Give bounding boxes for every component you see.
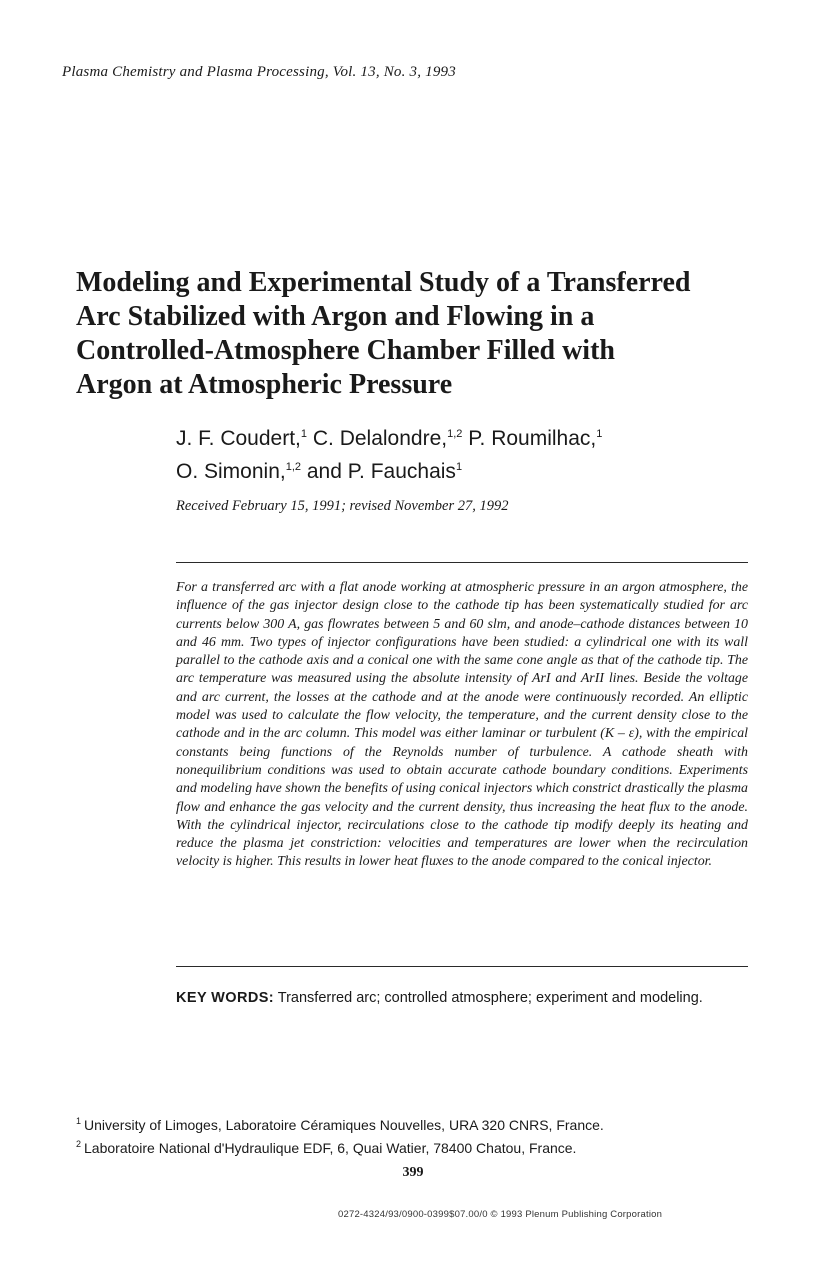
footnote xyxy=(76,1138,776,1161)
title-line: Arc Stabilized with Argon and Flowing in a xyxy=(76,301,595,332)
author-name: O. Simonin, xyxy=(176,460,286,483)
keywords xyxy=(176,988,748,1009)
keywords-text: Transferred arc; controlled atmosphere; experiment and modeling. xyxy=(277,990,703,1006)
footnote-text: Laboratoire National d'Hydraulique EDF, 6, Quai Watier, 78400 Chatou, France. xyxy=(84,1140,577,1156)
affiliation-mark: 1,2 xyxy=(285,461,302,473)
footnote xyxy=(76,1115,776,1138)
author-name: P. Fauchais xyxy=(347,460,456,483)
author-line xyxy=(176,424,776,457)
title-line: Modeling and Experimental Study of a Transferred xyxy=(76,267,691,298)
paper-title xyxy=(76,266,766,402)
received-date: Received February 15, 1991; revised November 27, 1992 xyxy=(176,498,509,514)
author-name: P. Roumilhac, xyxy=(468,427,597,450)
footnotes xyxy=(76,1115,776,1161)
title-line: Argon at Atmospheric Pressure xyxy=(76,369,453,400)
journal-header: Plasma Chemistry and Plasma Processing, Vol. 13, No. 3, 1993 xyxy=(62,64,456,80)
abstract-text: For a transferred arc with a flat anode working at atmospheric pressure in an argon atmosphere, the influence of the gas injector design close to the cathode tip has been systematically studied for arc currents below 300 A, gas flowrates between 5 and 60 slm, and anode–cathode distances between 10 and 46 mm. Two types of injector configurations have been studied: a cylindrical one with its wall parallel to the cathode axis and a conical one with the same cone angle as that of the cathode tip. The arc temperature was measured using the absolute intensity of ArI and ArII lines. Beside the voltage and arc current, the losses at the cathode and at the anode were continuously recorded. An elliptic model was used to calculate the flow velocity, the temperature, and the current density close to the cathode and in the arc column. This model was either laminar or turbulent (K – ε), with the empirical constants being functions of the Reynolds number of turbulence. A cathode sheath with nonequilibrium conditions was used to obtain accurate cathode boundary conditions. Experiments and modeling have shown the benefits of using conical injectors which constrict drastically the plasma flow and enhance the gas velocity and the current density, thus increasing the heat flux to the anode. With the cylindrical injector, recirculations close to the cathode tip modify deeply its heating and reduce the plasma jet constriction: velocities and temperatures are lower when the recirculation velocity is higher. This results in lower heat fluxes to the anode compared to the conical injector. xyxy=(176,580,748,870)
author-name: J. F. Coudert, xyxy=(176,427,301,450)
author-name: C. Delalondre, xyxy=(312,427,448,450)
footnote-mark: 1 xyxy=(76,1116,82,1126)
affiliation-mark: 1 xyxy=(455,461,463,473)
copyright-line: 0272-4324/93/0900-0399$07.00/0 © 1993 Plenum Publishing Corporation xyxy=(338,1209,663,1220)
page-number: 399 xyxy=(402,1165,424,1180)
affiliation-mark: 1,2 xyxy=(447,428,463,440)
affiliation-mark: 1 xyxy=(596,428,603,440)
author-list xyxy=(176,424,776,490)
author-conjunction: and xyxy=(306,460,342,483)
title-line: Controlled-Atmosphere Chamber Filled with xyxy=(76,335,615,366)
abstract-bottom-rule xyxy=(176,966,748,967)
author-line xyxy=(176,457,776,490)
footnote-text: University of Limoges, Laboratoire Céramiques Nouvelles, URA 320 CNRS, France. xyxy=(84,1117,604,1133)
affiliation-mark: 1 xyxy=(300,428,308,440)
keywords-label: KEY WORDS: xyxy=(176,990,274,1006)
abstract-top-rule xyxy=(176,562,748,563)
footnote-mark: 2 xyxy=(76,1139,82,1149)
